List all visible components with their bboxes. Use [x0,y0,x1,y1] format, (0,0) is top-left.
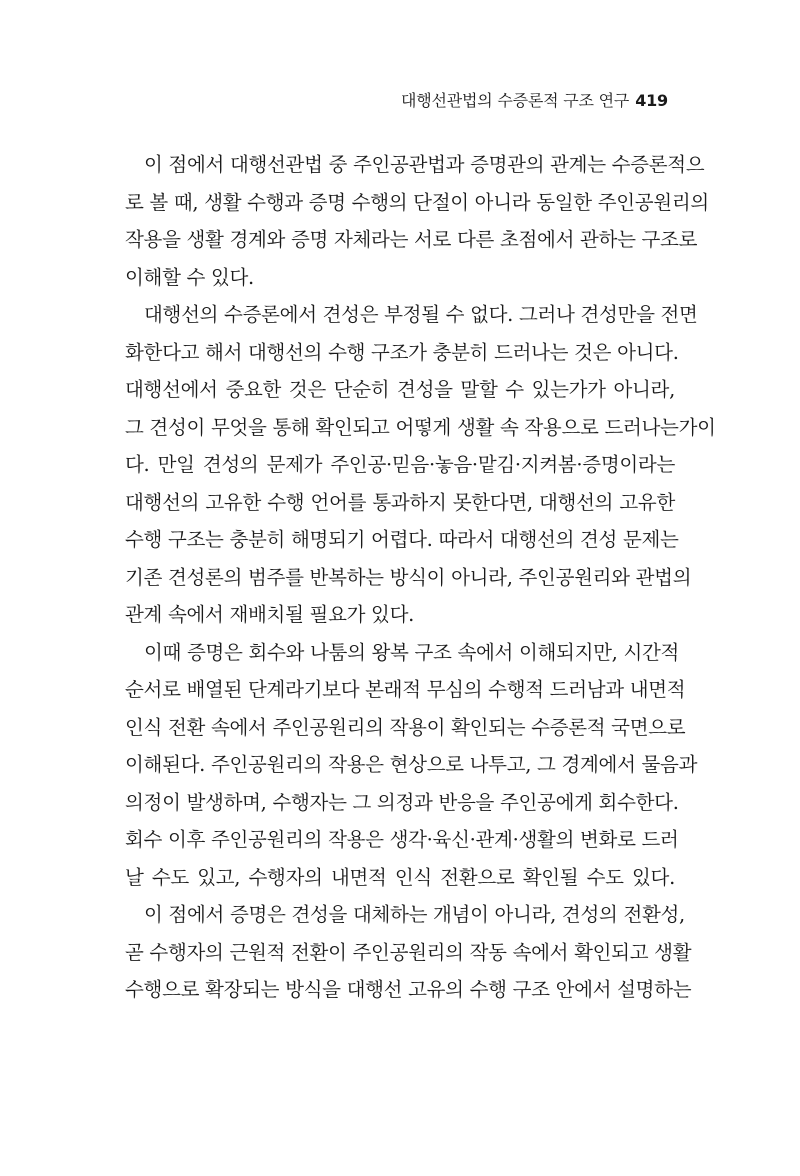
text-line: 이 점에서 증명은 견성을 대체하는 개념이 아니라, 견성의 전환성, [144,903,685,926]
running-title: 대행선관법의 수증론적 구조 연구 [400,91,630,110]
text-line: 곧 수행자의 근원적 전환이 주인공원리의 작동 속에서 확인되고 생활 [125,940,692,964]
text-line: 작용을 생활 경계와 증명 자체라는 서로 다른 초점에서 관하는 구조로 [125,228,698,251]
text-line: 인식 전환 속에서 주인공원리의 작용이 확인되는 수증론적 국면으로 [125,715,686,739]
text-line: 이때 증명은 회수와 나툼의 왕복 구조 속에서 이해되지만, 시간적 [144,640,680,664]
text-line: 회수 이후 주인공원리의 작용은 생각·육신·관계·생활의 변화로 드러 [125,828,679,851]
text-line: 이 점에서 대행선관법 중 주인공관법과 증명관의 관계는 수증론적으 [144,153,705,176]
text-line: 순서로 배열된 단계라기보다 본래적 무심의 수행적 드러남과 내면적 [125,678,686,701]
text-line: 날 수도 있고, 수행자의 내면적 인식 전환으로 확인될 수도 있다. [125,865,675,889]
text-line: 이해된다. 주인공원리의 작용은 현상으로 나투고, 그 경계에서 물음과 [125,753,698,776]
text-line: 기존 견성론의 범주를 반복하는 방식이 아니라, 주인공원리와 관법의 [125,565,692,589]
text-line: 의정이 발생하며, 수행자는 그 의정과 반응을 주인공에게 회수한다. [125,790,679,814]
text-line: 다. 만일 견성의 문제가 주인공·믿음·놓음·맡김·지켜봄·증명이라는 [125,453,675,476]
text-line: 관계 속에서 재배치될 필요가 있다. [125,603,415,626]
text-line: 화한다고 해서 대행선의 수행 구조가 충분히 드러나는 것은 아니다. [125,340,679,364]
running-head [401,88,668,111]
text-line: 수행으로 확장되는 방식을 대행선 고유의 수행 구조 안에서 설명하는 [125,978,692,1001]
text-line: 로 볼 때, 생활 수행과 증명 수행의 단절이 아니라 동일한 주인공원리의 [125,190,709,214]
body-text [125,146,716,1009]
text-line: 그 견성이 무엇을 통해 확인되고 어떻게 생활 속 작용으로 드러나는가이 [125,415,716,439]
text-line: 대행선에서 중요한 것은 단순히 견성을 말할 수 있는가가 아니라, [125,378,675,401]
text-line: 이해할 수 있다. [125,265,254,289]
text-line: 대행선의 수증론에서 견성은 부정될 수 없다. 그러나 견성만을 전면 [144,303,698,326]
page-number: 419 [635,91,668,110]
text-line: 대행선의 고유한 수행 언어를 통과하지 못한다면, 대행선의 고유한 [125,490,675,514]
text-line: 수행 구조는 충분히 해명되기 어렵다. 따라서 대행선의 견성 문제는 [125,528,679,551]
